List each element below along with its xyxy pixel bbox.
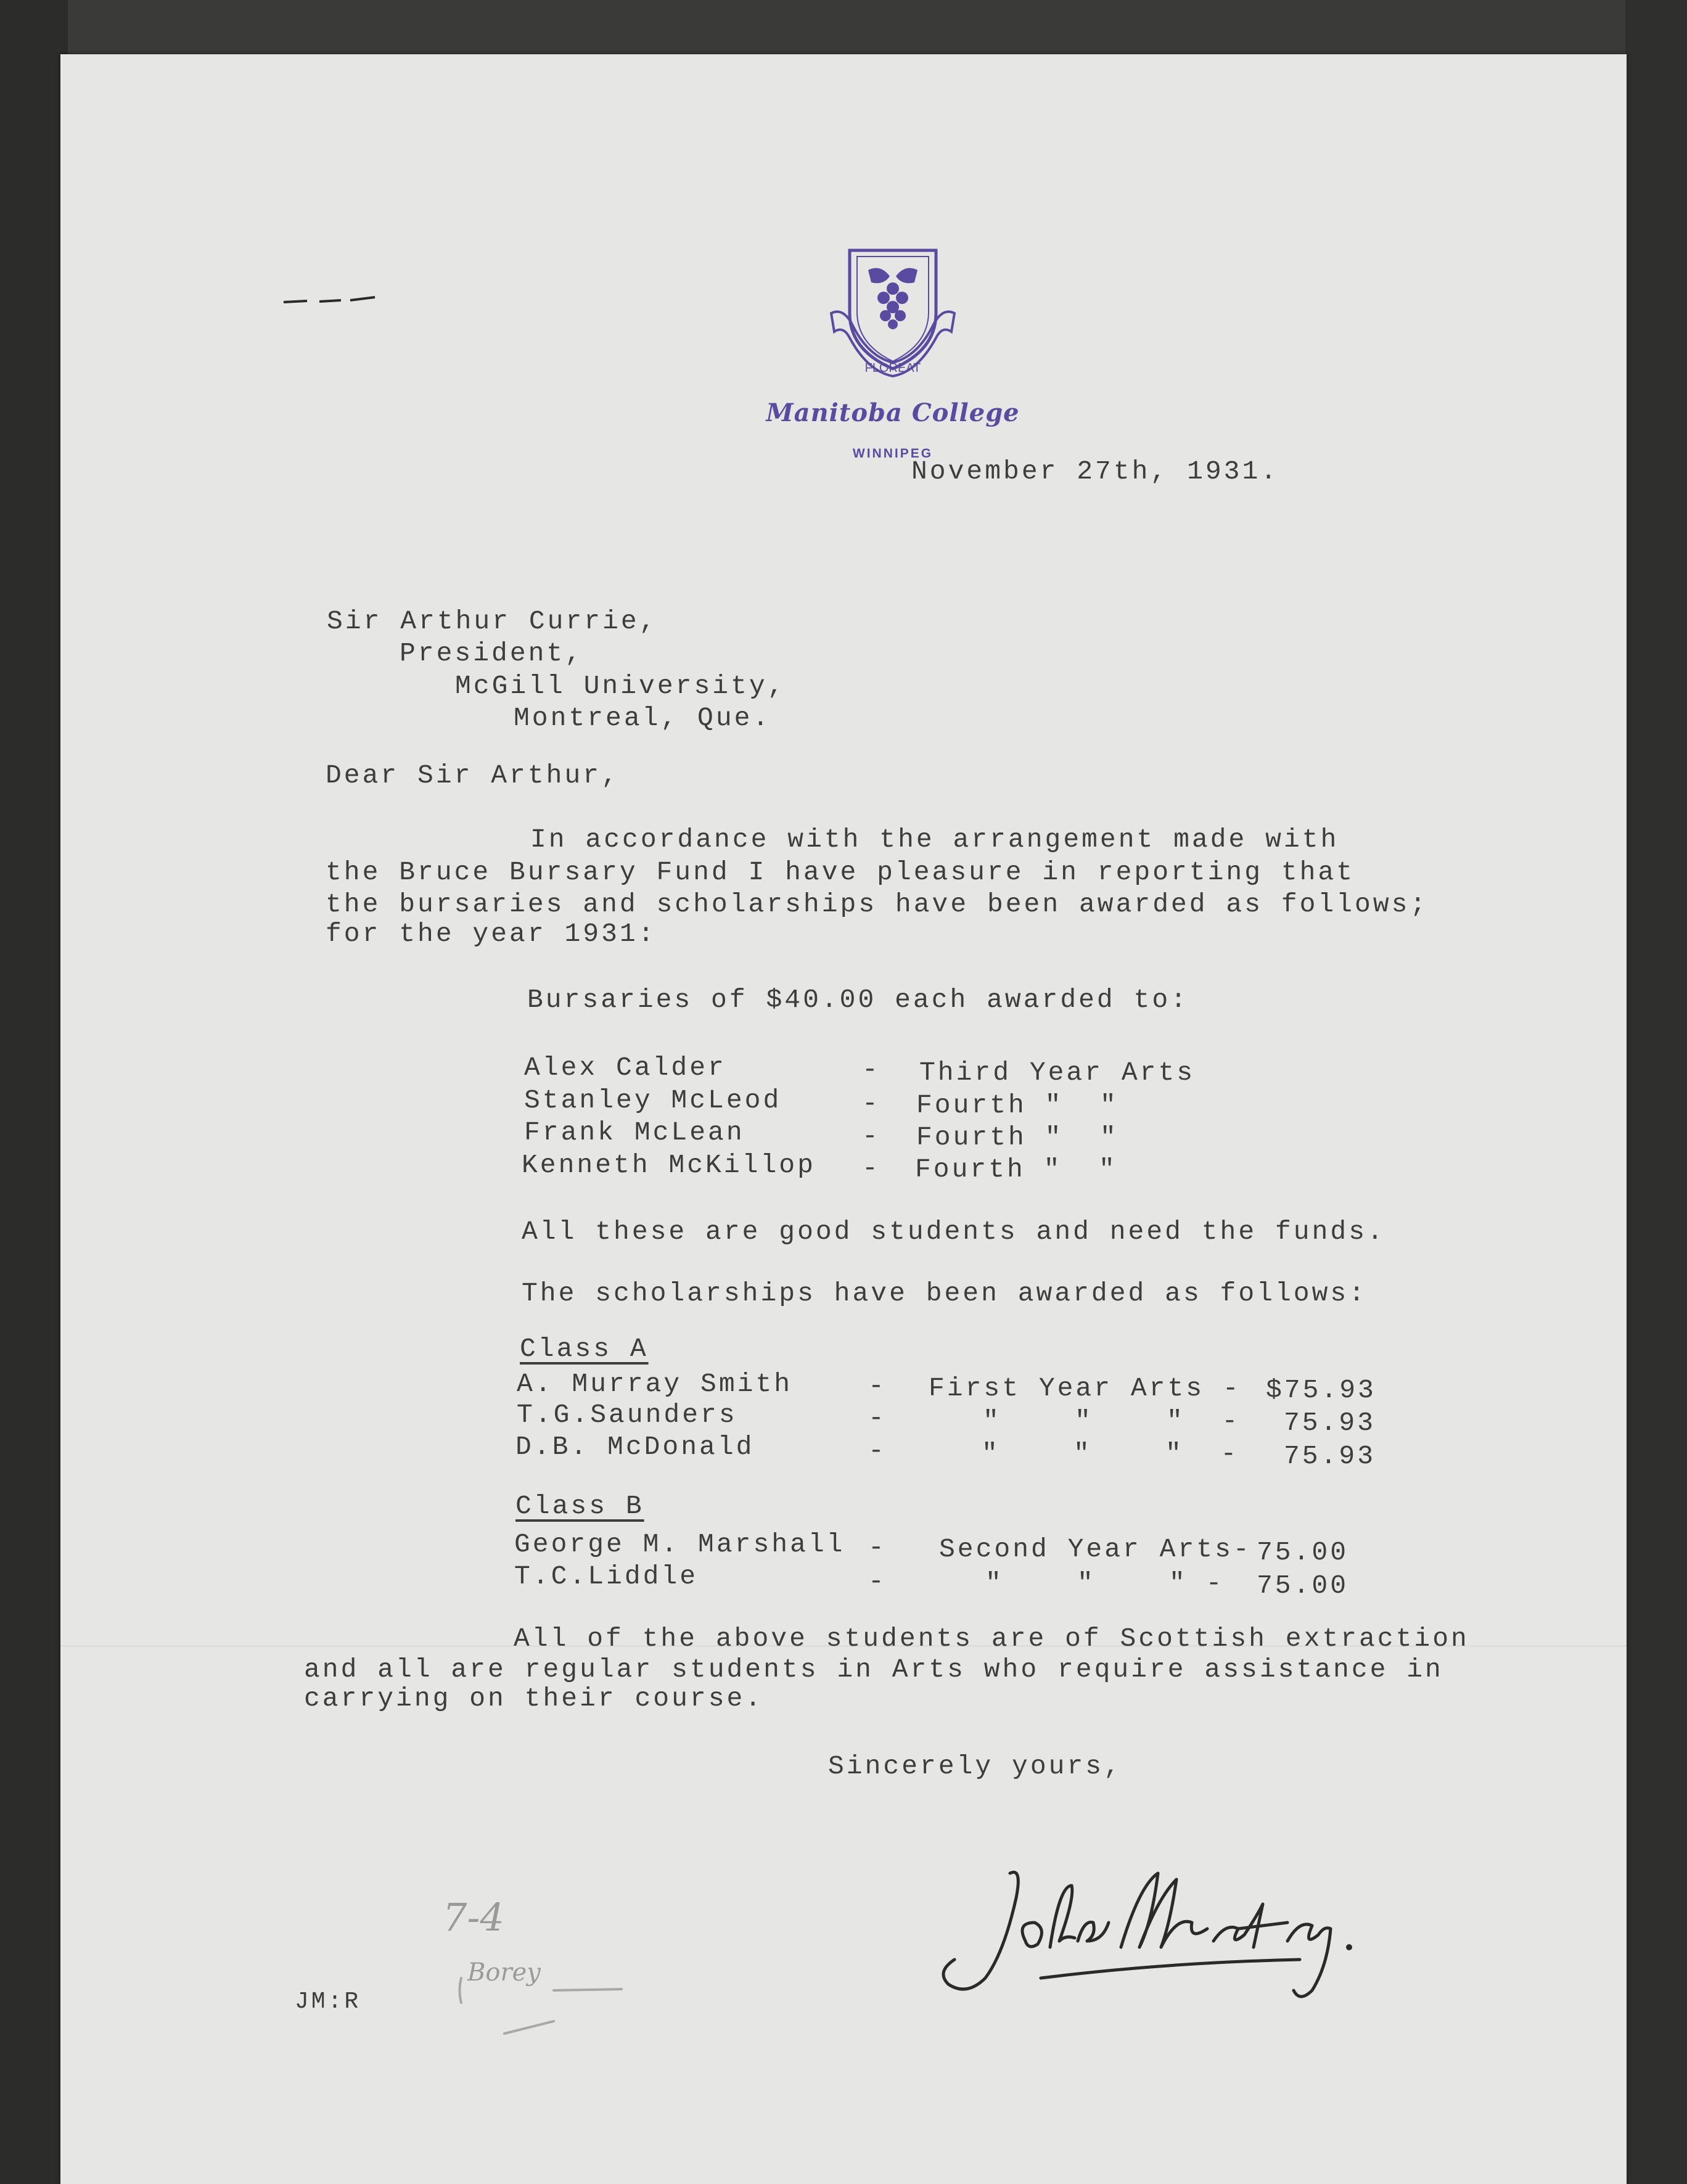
intro-line-2: the Bruce Bursary Fund I have pleasure in reporting that [326, 857, 1355, 887]
bursary-year: Fourth " " [915, 1154, 1117, 1184]
pencil-note-line-2: Borey [467, 1958, 541, 1987]
bursary-year: Fourth " " [916, 1122, 1119, 1152]
bursary-name: Stanley McLeod [524, 1085, 782, 1115]
scholarship-dash: - [868, 1532, 887, 1562]
scholarship-amount: 75.93 [1284, 1441, 1376, 1471]
bursary-name: Kenneth McKillop [522, 1150, 816, 1180]
college-name: Manitoba College [766, 398, 1020, 427]
recipient-line-3: McGill University, [455, 671, 786, 701]
intro-line-1: In accordance with the arrangement made with [530, 824, 1339, 855]
typist-initials: JM:R [295, 1989, 361, 2015]
scholarship-year: Second Year Arts- [939, 1534, 1252, 1564]
bursary-name: Frank McLean [524, 1117, 745, 1147]
scholarship-name: A. Murray Smith [517, 1369, 793, 1399]
scholarship-name: D.B. McDonald [515, 1432, 755, 1462]
scholarship-amount: 75.00 [1257, 1570, 1349, 1601]
bursary-year: Third Year Arts [919, 1057, 1196, 1088]
pencil-marks [443, 1941, 652, 2040]
letter-page [60, 54, 1627, 2184]
scholarship-name: T.G.Saunders [517, 1400, 737, 1430]
scholarship-name: T.C.Liddle [514, 1561, 699, 1591]
closing-para-line-1: All of the above students are of Scottish extraction [514, 1624, 1469, 1654]
scholarship-year: " " " - [982, 1439, 1239, 1469]
college-crest-logo [825, 239, 961, 387]
bursary-dash: - [862, 1054, 880, 1085]
bursaries-heading: Bursaries of $40.00 each awarded to: [527, 985, 1189, 1015]
class-a-label: Class A [520, 1334, 649, 1364]
background-right [1625, 0, 1687, 2184]
scholarship-dash: - [868, 1371, 887, 1401]
scholarship-dash: - [868, 1435, 887, 1466]
scholarship-dash: - [868, 1566, 887, 1596]
scholarship-year: " " " - [983, 1406, 1241, 1436]
intro-line-3: the bursaries and scholarships have been awarded as follows; [326, 889, 1429, 919]
college-city: WINNIPEG [852, 446, 934, 461]
bursary-dash: - [862, 1121, 880, 1151]
scholarship-dash: - [868, 1403, 887, 1433]
stray-ink-mark [282, 295, 381, 307]
scholarship-year: " " " - [985, 1568, 1225, 1598]
recipient-line-2: President, [400, 638, 584, 668]
recipient-line-1: Sir Arthur Currie, [327, 606, 658, 636]
crest-motto: FLOREAT [864, 361, 921, 375]
class-b-label: Class B [515, 1491, 644, 1521]
bursary-year: Fourth " " [916, 1090, 1119, 1120]
scholarship-amount: 75.00 [1257, 1537, 1349, 1567]
scholarships-heading: The scholarships have been awarded as follows: [522, 1278, 1367, 1308]
bursary-dash: - [862, 1153, 880, 1183]
intro-line-4: for the year 1931: [326, 919, 657, 949]
bursary-name: Alex Calder [524, 1053, 726, 1083]
bursaries-note: All these are good students and need the funds. [522, 1217, 1385, 1247]
closing-para-line-3: carrying on their course. [304, 1683, 764, 1714]
closing: Sincerely yours, [828, 1751, 1122, 1781]
background-left [0, 0, 68, 2184]
scholarship-year: First Year Arts - [929, 1373, 1241, 1403]
pencil-note-line-1: 7-4 [443, 1895, 504, 1940]
scholarship-amount: 75.93 [1284, 1408, 1376, 1438]
closing-para-line-2: and all are regular students in Arts who require assistance in [304, 1654, 1443, 1685]
scholarship-name: George M. Marshall [514, 1529, 845, 1559]
bursary-dash: - [862, 1088, 880, 1119]
scholarship-amount: $75.93 [1266, 1375, 1376, 1405]
handwritten-signature [917, 1849, 1411, 2009]
letter-date: November 27th, 1931. [911, 456, 1279, 486]
salutation: Dear Sir Arthur, [326, 760, 620, 790]
recipient-line-4: Montreal, Que. [514, 703, 771, 733]
